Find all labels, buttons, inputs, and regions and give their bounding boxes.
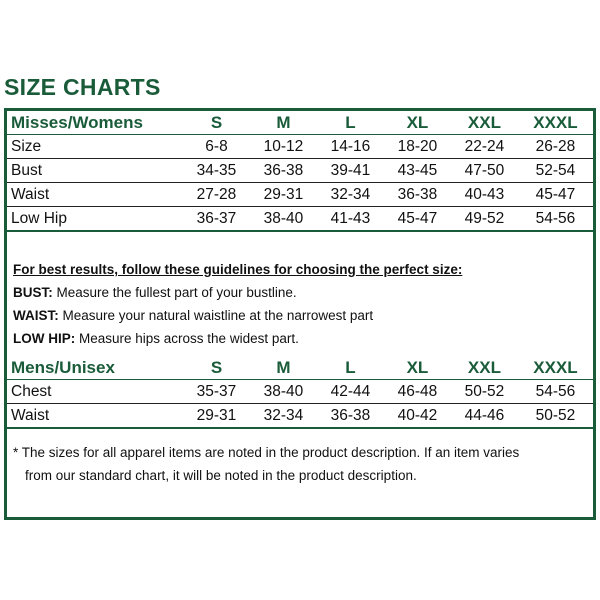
row-label: Waist bbox=[11, 406, 50, 424]
table-cell: 35-37 bbox=[196, 382, 237, 400]
table-cell: 52-54 bbox=[535, 161, 576, 179]
table-cell: 40-42 bbox=[397, 406, 438, 424]
table-cell: 54-56 bbox=[535, 209, 576, 227]
row-label: Low Hip bbox=[11, 209, 67, 227]
guideline-text: Measure your natural waistline at the narrowest part bbox=[58, 308, 374, 323]
table-cell: 34-35 bbox=[196, 161, 237, 179]
row-label: Chest bbox=[11, 382, 52, 400]
guideline-term: LOW HIP: bbox=[13, 331, 76, 346]
mens-header-row bbox=[7, 356, 593, 380]
womens-size-table bbox=[7, 111, 593, 232]
mens-table-title: Mens/Unisex bbox=[11, 357, 115, 377]
mens-size-table bbox=[7, 356, 593, 429]
table-cell: 40-43 bbox=[464, 185, 505, 203]
size-header: L bbox=[345, 357, 356, 377]
table-cell: 27-28 bbox=[196, 185, 237, 203]
guideline-term: BUST: bbox=[13, 285, 53, 300]
table-cell: 6-8 bbox=[205, 137, 228, 155]
table-cell: 14-16 bbox=[330, 137, 371, 155]
table-cell: 32-34 bbox=[263, 406, 304, 424]
sizing-guidelines bbox=[7, 232, 593, 356]
table-cell: 42-44 bbox=[330, 382, 371, 400]
size-chart-frame bbox=[4, 108, 596, 520]
table-cell: 54-56 bbox=[535, 382, 576, 400]
table-cell: 46-48 bbox=[397, 382, 438, 400]
table-cell: 45-47 bbox=[397, 209, 438, 227]
table-row bbox=[7, 207, 593, 232]
row-label: Size bbox=[11, 137, 42, 155]
footnote-line: from our standard chart, it will be noted in the product description. bbox=[25, 468, 417, 483]
table-cell: 29-31 bbox=[196, 406, 237, 424]
guideline-item bbox=[13, 304, 593, 327]
table-row bbox=[7, 404, 593, 429]
table-cell: 45-47 bbox=[535, 185, 576, 203]
table-cell: 26-28 bbox=[535, 137, 576, 155]
table-row bbox=[7, 135, 593, 159]
row-label: Waist bbox=[11, 185, 50, 203]
guideline-text: Measure the fullest part of your bustline. bbox=[52, 285, 297, 300]
table-cell: 38-40 bbox=[263, 382, 304, 400]
table-cell: 36-38 bbox=[263, 161, 304, 179]
guideline-text: Measure hips across the widest part. bbox=[75, 331, 299, 346]
table-cell: 22-24 bbox=[464, 137, 505, 155]
size-header: XXXL bbox=[533, 112, 578, 132]
table-cell: 47-50 bbox=[464, 161, 505, 179]
table-row bbox=[7, 380, 593, 404]
table-cell: 36-38 bbox=[330, 406, 371, 424]
size-header: XXL bbox=[467, 112, 501, 132]
footnote bbox=[7, 429, 593, 487]
size-header: S bbox=[210, 357, 223, 377]
table-cell: 32-34 bbox=[330, 185, 371, 203]
table-cell: 36-38 bbox=[397, 185, 438, 203]
table-cell: 49-52 bbox=[464, 209, 505, 227]
size-header: L bbox=[345, 112, 356, 132]
guideline-term: WAIST: bbox=[13, 308, 59, 323]
table-cell: 29-31 bbox=[263, 185, 304, 203]
table-cell: 44-46 bbox=[464, 406, 505, 424]
table-cell: 18-20 bbox=[397, 137, 438, 155]
size-header: XXL bbox=[467, 357, 501, 377]
table-cell: 41-43 bbox=[330, 209, 371, 227]
size-header: M bbox=[276, 357, 291, 377]
table-cell: 36-37 bbox=[196, 209, 237, 227]
table-cell: 50-52 bbox=[464, 382, 505, 400]
size-header: XL bbox=[406, 112, 429, 132]
table-cell: 39-41 bbox=[330, 161, 371, 179]
size-header: XXXL bbox=[533, 357, 578, 377]
size-header: M bbox=[276, 112, 291, 132]
row-label: Bust bbox=[11, 161, 43, 179]
footnote-line: * The sizes for all apparel items are noted in the product description. If an item varies bbox=[13, 445, 520, 460]
table-cell: 10-12 bbox=[263, 137, 304, 155]
table-row bbox=[7, 159, 593, 183]
table-row bbox=[7, 183, 593, 207]
table-cell: 50-52 bbox=[535, 406, 576, 424]
guideline-item bbox=[13, 327, 593, 350]
guideline-item bbox=[13, 281, 593, 304]
size-header: XL bbox=[406, 357, 429, 377]
womens-header-row bbox=[7, 111, 593, 135]
guidelines-heading: For best results, follow these guidelines for choosing the perfect size: bbox=[13, 262, 463, 277]
page-title: SIZE CHARTS bbox=[4, 74, 161, 100]
table-cell: 43-45 bbox=[397, 161, 438, 179]
size-header: S bbox=[210, 112, 223, 132]
womens-table-title: Misses/Womens bbox=[11, 112, 143, 132]
table-cell: 38-40 bbox=[263, 209, 304, 227]
